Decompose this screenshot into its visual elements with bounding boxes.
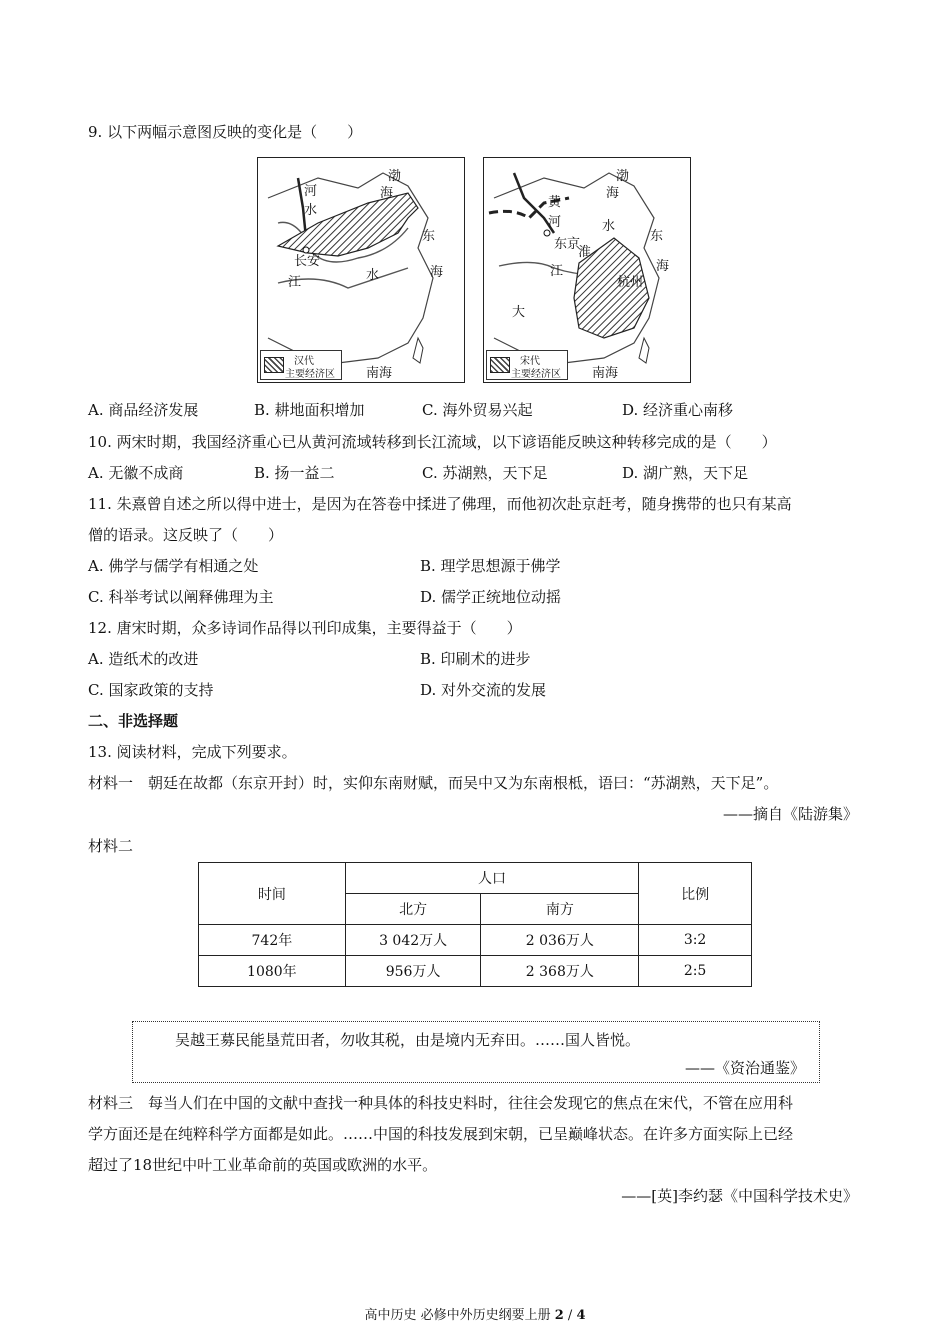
map-song-legend: [486, 350, 568, 380]
material-1-text: 材料一 朝廷在故都（东京开封）时，实仰东南财赋，而吴中又为东南根柢，语曰：“苏湖熟，天下足”。: [88, 774, 779, 792]
map-song-label: 东: [650, 229, 664, 244]
cell-south: 2 368万人: [481, 956, 639, 987]
map-song-label: 淮: [578, 245, 592, 260]
header-north: 北方: [345, 894, 481, 925]
footer-sep: /: [563, 1308, 577, 1323]
map-song-label: 水: [602, 219, 616, 234]
q11-stem-line1: 11. 朱熹曾自述之所以得中进士，是因为在答卷中揉进了佛理，而他初次赴京赶考，随身携带的也只有某高: [88, 495, 792, 513]
map-song-label: 东京: [554, 237, 581, 252]
q13-stem: 13. 阅读材料，完成下列要求。: [88, 743, 297, 761]
map-song-label: 杭州: [617, 275, 644, 290]
q11-option-d: D. 儒学正统地位动摇: [420, 588, 562, 606]
map-han-label: 南海: [366, 366, 393, 381]
quote-text: 吴越王募民能垦荒田者，勿收其税，由是境内无弃田。……国人皆悦。: [175, 1031, 641, 1049]
material-3-source: ——[英]李约瑟《中国科学技术史》: [621, 1187, 858, 1205]
q9-option-b: B. 耕地面积增加: [254, 401, 365, 419]
footer-page: 2: [554, 1308, 564, 1323]
cell-north: 3 042万人: [345, 925, 481, 956]
header-south: 南方: [481, 894, 639, 925]
footer-total: 4: [576, 1308, 586, 1323]
map-han-label: 河: [304, 184, 318, 199]
legend-text: 主要经济区: [511, 369, 561, 380]
cell-time: 742年: [199, 925, 346, 956]
q11-option-a: A. 佛学与儒学有相通之处: [88, 557, 259, 575]
section-heading: 二、非选择题: [88, 712, 179, 730]
page-footer: [0, 1307, 950, 1325]
population-table: [198, 862, 752, 987]
map-han-label: 海: [380, 186, 394, 201]
table-header-row: [199, 863, 752, 894]
legend-title: 汉代: [294, 356, 314, 367]
cell-south: 2 036万人: [481, 925, 639, 956]
q9-stem: 9. 以下两幅示意图反映的变化是（ ）: [88, 123, 363, 141]
cell-ratio: 3:2: [639, 925, 752, 956]
q10-option-c: C. 苏湖熟，天下足: [422, 464, 548, 482]
map-han-legend: [260, 350, 342, 380]
map-han-label: 江: [288, 275, 302, 290]
map-han: [257, 157, 465, 383]
legend-text: 主要经济区: [285, 369, 335, 380]
q9-option-d: D. 经济重心南移: [622, 401, 734, 419]
map-song-label: 河: [548, 215, 562, 230]
q11-option-b: B. 理学思想源于佛学: [420, 557, 561, 575]
footer-text: 高中历史 必修中外历史纲要上册: [364, 1308, 555, 1323]
legend-swatch: [264, 357, 284, 373]
material-3-line2: 学方面还是在纯粹科学方面都是如此。……中国的科技发展到宋朝，已呈巅峰状态。在许多方面实际上已经: [88, 1125, 794, 1143]
map-song-label: 渤: [616, 169, 630, 184]
map-song-label: 大: [512, 305, 526, 320]
material-1-source: ——摘自《陆游集》: [722, 805, 858, 823]
cell-ratio: 2:5: [639, 956, 752, 987]
q9-option-a: A. 商品经济发展: [88, 401, 199, 419]
map-han-label: 长安: [294, 254, 321, 269]
header-population: 人口: [345, 863, 638, 894]
q10-option-a: A. 无徽不成商: [88, 464, 184, 482]
material-3-line3: 超过了18世纪中叶工业革命前的英国或欧洲的水平。: [88, 1156, 438, 1174]
q12-option-b: B. 印刷术的进步: [420, 650, 531, 668]
q10-stem: 10. 两宋时期，我国经济重心已从黄河流域转移到长江流域，以下谚语能反映这种转移完成的是（ ）: [88, 433, 777, 451]
material-3-line1: 材料三 每当人们在中国的文献中查找一种具体的科技史料时，往往会发现它的焦点在宋代，不管在应用科: [88, 1094, 794, 1112]
q10-option-d: D. 湖广熟，天下足: [622, 464, 749, 482]
q12-option-c: C. 国家政策的支持: [88, 681, 214, 699]
material-2-label: 材料二: [88, 837, 134, 855]
map-han-label: 海: [430, 265, 444, 280]
map-song: [483, 157, 691, 383]
map-song-label: 黄: [548, 195, 562, 210]
map-han-label: 渤: [388, 169, 402, 184]
map-han-label: 东: [422, 229, 436, 244]
legend-title: 宋代: [520, 356, 540, 367]
map-han-label: 水: [304, 203, 318, 218]
map-song-label: 海: [606, 186, 620, 201]
quote-box: [132, 1021, 820, 1083]
header-time: 时间: [199, 863, 346, 925]
header-ratio: 比例: [639, 863, 752, 925]
quote-source: ——《资治通鉴》: [684, 1059, 805, 1077]
legend-swatch: [490, 357, 510, 373]
q12-option-d: D. 对外交流的发展: [420, 681, 547, 699]
map-song-label: 江: [550, 264, 564, 279]
q9-option-c: C. 海外贸易兴起: [422, 401, 533, 419]
q11-option-c: C. 科举考试以阐释佛理为主: [88, 588, 274, 606]
q12-stem: 12. 唐宋时期，众多诗词作品得以刊印成集，主要得益于（ ）: [88, 619, 522, 637]
map-song-label: 南海: [592, 366, 619, 381]
q11-stem-line2: 僧的语录。这反映了（ ）: [88, 526, 284, 544]
q12-option-a: A. 造纸术的改进: [88, 650, 199, 668]
table-row: [199, 925, 752, 956]
table-row: [199, 956, 752, 987]
cell-north: 956万人: [345, 956, 481, 987]
map-han-label: 水: [366, 268, 380, 283]
map-song-label: 海: [656, 259, 670, 274]
q10-option-b: B. 扬一益二: [254, 464, 335, 482]
cell-time: 1080年: [199, 956, 346, 987]
